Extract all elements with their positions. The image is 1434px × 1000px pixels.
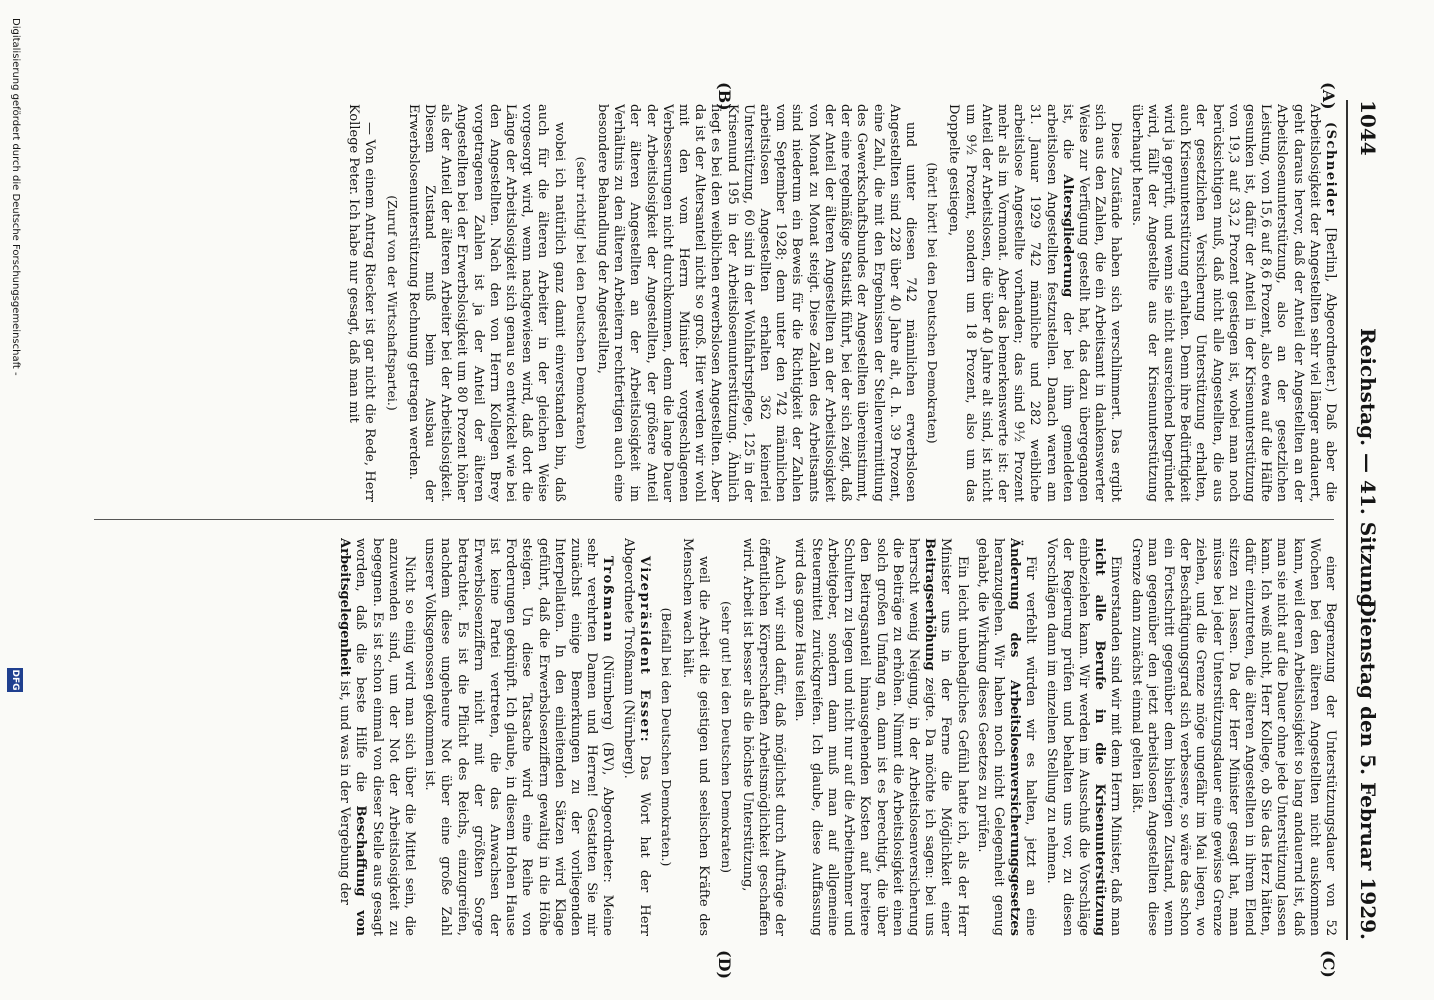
paragraph: [336, 538, 417, 936]
interjection: (sehr richtig! bei den Deutschen Demokraten): [573, 156, 589, 450]
emphasis-text: Beschaffung von Arbeitsgelegenheit: [337, 538, 369, 936]
paragraph-text: Einverstanden sind wir mit dem Herrn Minister, daß man: [1108, 556, 1124, 936]
dfg-logo-icon: DFG: [7, 668, 23, 692]
paragraph: weil die Arbeit die geistigen und seelischen Kräfte des Menschen wach hält.: [680, 538, 712, 936]
paragraph: — Von einem Antrag Riecker ist gar nicht die Rede, Herr Kollege Peter. Ich habe nur gesagt, daß man mit: [346, 104, 378, 502]
speaker-info: (Nürnberg) (BV), Abgeordneter:: [600, 655, 616, 883]
speaker-name: Troßmann: [600, 556, 616, 644]
interjection: (hört! hört! bei den Deutschen Demokraten): [925, 162, 941, 444]
margin-marker-a: (A): [1319, 82, 1338, 110]
left-column: [88, 104, 1338, 502]
paragraph-text: Nicht so einig wird man sich über die Mittel sein, die anzuwenden sind, um der Not der Arbeitslosigkeit zu begegnen. Es ist schon einmal von dieser Stelle aus gesagt worden, daß die beste Hilfe die: [353, 538, 418, 936]
page-number: 1044: [1356, 100, 1380, 156]
speaker-name: (Schneider: [1323, 122, 1338, 217]
paragraph: [619, 538, 651, 936]
paragraph: [974, 538, 1039, 936]
paragraph-text: der bei ihm gemeldeten arbeitslosen Angestellten festzustellen. Danach waren am 31. Januar 1929 742 männliche und 282 weibliche arbeitslose Angestellte vorhanden; das sind 9½ Prozent mehr als im Vormonat. Aber das bemerkenswerte ist: der Anteil der Arbeitslosen, die über 40 Jahre alt sind, ist nicht um 9½ Prozent, sondern um 18 Prozent, also um das Doppelte gestiegen,: [946, 104, 1075, 502]
paragraph: [791, 538, 969, 936]
paragraph: [1127, 104, 1338, 502]
paragraph: [421, 538, 615, 936]
interjection: (Zuruf von der Wirtschaftspartei.): [384, 195, 400, 411]
paragraph: wobei ich natürlich ganz damit einverstanden bin, daß auch für die älteren Arbeiter in der gleichen Weise vorgesorgt wird, wenn nachgewiesen wird, daß dort die Länge der Arbeitslosigkeit sich genau so entwickelt wie bei den Angestellten. Nach den von Herrn Kollegen Brey vorgetragenen Zahlen ist ja der Anteil der älteren Angestellten bei der Erwerbslosigkeit um 80 Prozent höher als der Anteil der älteren Arbeiter bei der Arbeitslosigkeit. Diesem Zustand muß beim Ausbau der Erwerbslosenunterstützung Rechnung getragen werden.: [405, 104, 567, 502]
emphasis-text: Änderung des Arbeitslosenversicherungsgesetzes: [1007, 538, 1023, 936]
paragraph-text: Das Wort hat der Herr Abgeordnete Troßmann (Nürnberg).: [620, 538, 652, 936]
column-divider: [94, 519, 1334, 520]
paragraph-text: Für verfehlt würden wir es halten, jetzt an eine: [1023, 556, 1039, 936]
paragraph-text: Ein leicht unbehagliches Gefühl hatte ich, als der Herr Minister uns in der Ferne die Möglichkeit einer: [938, 538, 970, 936]
page-header: [1346, 100, 1382, 940]
paragraph: und unter diesen 742 männlichen erwerbslosen Angestellten sind 228 über 40 Jahre alt, d. h. 39 Prozent, eine Zahl, die mit den Ergebnissen der Stellenvermittlung des Gewerkschaftsbundes der Angestellten übereinstimmt, der eine regelmäßige Statistik führt, bei der sich zeigt, daß der Anteil der älteren Angestellten an der Arbeitslosigkeit von Monat zu Monat steigt. Diese Zahlen des Arbeitsamts sind niederum ein Beweis für die Richtigkeit der Zahlen vom September 1928; denn unter den 742 männlichen arbeitslosen Angestellten erhalten 362 keinerlei Unterstützung, 60 sind in der Wohlfahrtspflege, 125 in der Krisenund 195 in der Arbeitslosenunterstützung. Ähnlich liegt es bei den weiblichen erwerbslosen Angestellten. Aber da ist der Altersanteil nicht so groß. Hier werden wir wohl mit den vom Herrn Minister vorgeschlagenen Verbesserungen nicht durchkommen, denn die lange Dauer der Arbeitslosigkeit der Angestellten, der größere Anteil der älteren Angestellten an der Arbeitslosigkeit im Verhältnis zu den älteren Arbeitern rechtfertigen auch eine besondere Behandlung der Angestellten,: [595, 104, 918, 502]
header-date: Dienstag den 5. Februar 1929.: [1356, 599, 1380, 940]
paragraph-text: zeigte. Da möchte ich sagen: bei uns herrscht wenig Neigung, in der Arbeitslosenversicherung die Beiträge zu erhöhen. Nimmt die Arbeitslosigkeit einen solch großen Umfang an, dann ist es berechtigt, die über den Beitragsanteil hinausgehenden Kosten auf breitere Schultern zu legen und nicht nur auf die Arbeitnehmer und Arbeitgeber, sondern dann muß man auf allgemeine Steuermittel zurückgreifen. Ich glaube, diese Auffassung wird das ganze Haus teilen.: [792, 538, 938, 936]
emphasis-text: Beitragserhöhung: [922, 538, 938, 671]
paragraph-text: Daß aber die Arbeitslosigkeit der Angestellten sehr viel länger andauert, geht daraus hervor, daß der Anteil der Angestellten an der Arbeitslosenunterstützung, also an der gesetzlichen Leistung, von 15,6 auf 8,6 Prozent, also etwa auf die Hälfte gesunken ist, dafür der Anteil in der Krisenunterstützung von 19,3 auf 33,2 Prozent gestiegen ist, wobei man noch berücksichtigen muß, daß nicht alle Angestellten, die aus der gesetzlichen Versicherung Unterstützung erhalten, auch Krisenunterstützung erhalten. Denn ihre Bedürftigkeit wird ja geprüft, und wenn sie nicht ausreichend begründet wird, fällt der Angestellte aus der Krisenunterstützung überhaupt heraus.: [1128, 104, 1338, 502]
paragraph: einer Begrenzung der Unterstützungsdauer von 52 Wochen bei den älteren Angestellten nicht auskommen kann, weil deren Arbeitslosigkeit so lang andauernd ist, daß man sie nicht auf die Dauer ohne jede Unterstützung lassen kann. Ich weiß nicht, Herr Kollege, ob Sie das Herz hätten, dafür einzutreten, die älteren Angestellten in ihrem Elend sitzen zu lassen. Da der Herr Minister gesagt hat, man müsse bei jeder Unterstützungsdauer eine gewisse Grenze ziehen, und die Grenze möge ungefähr im Mai liegen, wo der Beschäftigungsgrad sich verbessere, so wäre das schon ein Fortschritt gegenüber dem bisherigen Zustand, wenn man gegenüber den jetzt arbeitslosen Angestellten diese Grenze dann zunächst einmal gelten läßt.: [1128, 538, 1338, 936]
margin-marker-d: (D): [715, 950, 734, 980]
paragraph: [945, 104, 1123, 502]
footer-text: Digitalisierung gefördert durch die Deutsche Forschungsgemeinschaft -: [10, 18, 21, 376]
paragraph-text: einbeziehen kann. Wir werden im Ausschuß die Vorschläge der Regierung prüfen und behalten uns vor, zu diesen Vorschlägen dann im einzelnen Stellung zu nehmen.: [1043, 538, 1091, 936]
interjection: (sehr gut! bei den Deutschen Demokraten): [718, 600, 734, 874]
paragraph-text: Diese Zustände haben sich verschlimmert. Das ergibt sich aus den Zahlen, die ein Arbeitsamt in dankenswerter Weise zur Verfügung gestellt hat, das dazu übergegangen ist, die: [1059, 104, 1124, 502]
speaker-name: Vizepräsident Esser:: [636, 556, 652, 744]
speaker-info: [Berlin], Abgeordneter.): [1323, 216, 1338, 393]
margin-marker-c: (C): [1319, 950, 1338, 978]
header-title: Reichstag. — 41. Sitzung.: [1356, 328, 1380, 615]
interjection: (Beifall bei den Deutschen Demokraten.): [659, 607, 675, 867]
paragraph: [1042, 538, 1123, 936]
digitization-footer: [0, 0, 26, 1000]
paragraph-text: Meine sehr verehrten Damen und Herren! Gestatten Sie mir zunächst einige Bemerkungen zu der vorliegenden Interpellation. In den einleitenden Sätzen wird Klage geführt, daß die Erwerbslosenziffern gewaltig in die Höhe steigen. Un diese Tatsache wird eine Reihe von Forderungen geknüpft. Ich glaube, in diesem Hohen Hause ist keine Partei vertreten, die das Anwachsen der Erwerbslosenziffern nicht mit der größten Sorge betrachtet. Es ist die Pflicht des Reichs, einzugreifen, nachdem diese ungeheure Not über eine große Zahl unserer Volksgenossen gekommen ist.: [422, 538, 616, 936]
paragraph-text: heranzugehen. Wir haben noch nicht Gelegenheit genug gehabt, die Wirkung dieses Gesetzes zu prüfen.: [974, 538, 1006, 936]
right-column: [88, 538, 1338, 936]
paragraph: Auch wir sind dafür, daß möglichst durch Aufträge der öffentlichen Körperschaften Arbeitsmöglichkeit geschaffen wird. Arbeit ist besser als die höchste Unterstützung,: [739, 538, 788, 936]
emphasis-text: Altersgliederung: [1059, 174, 1075, 298]
paragraph-text: ist, und was in der Vergebung der: [337, 680, 353, 905]
margin-marker-b: (B): [715, 82, 734, 111]
emphasis-text: nicht alle Berufe in die Krisenunterstützung: [1092, 538, 1108, 936]
